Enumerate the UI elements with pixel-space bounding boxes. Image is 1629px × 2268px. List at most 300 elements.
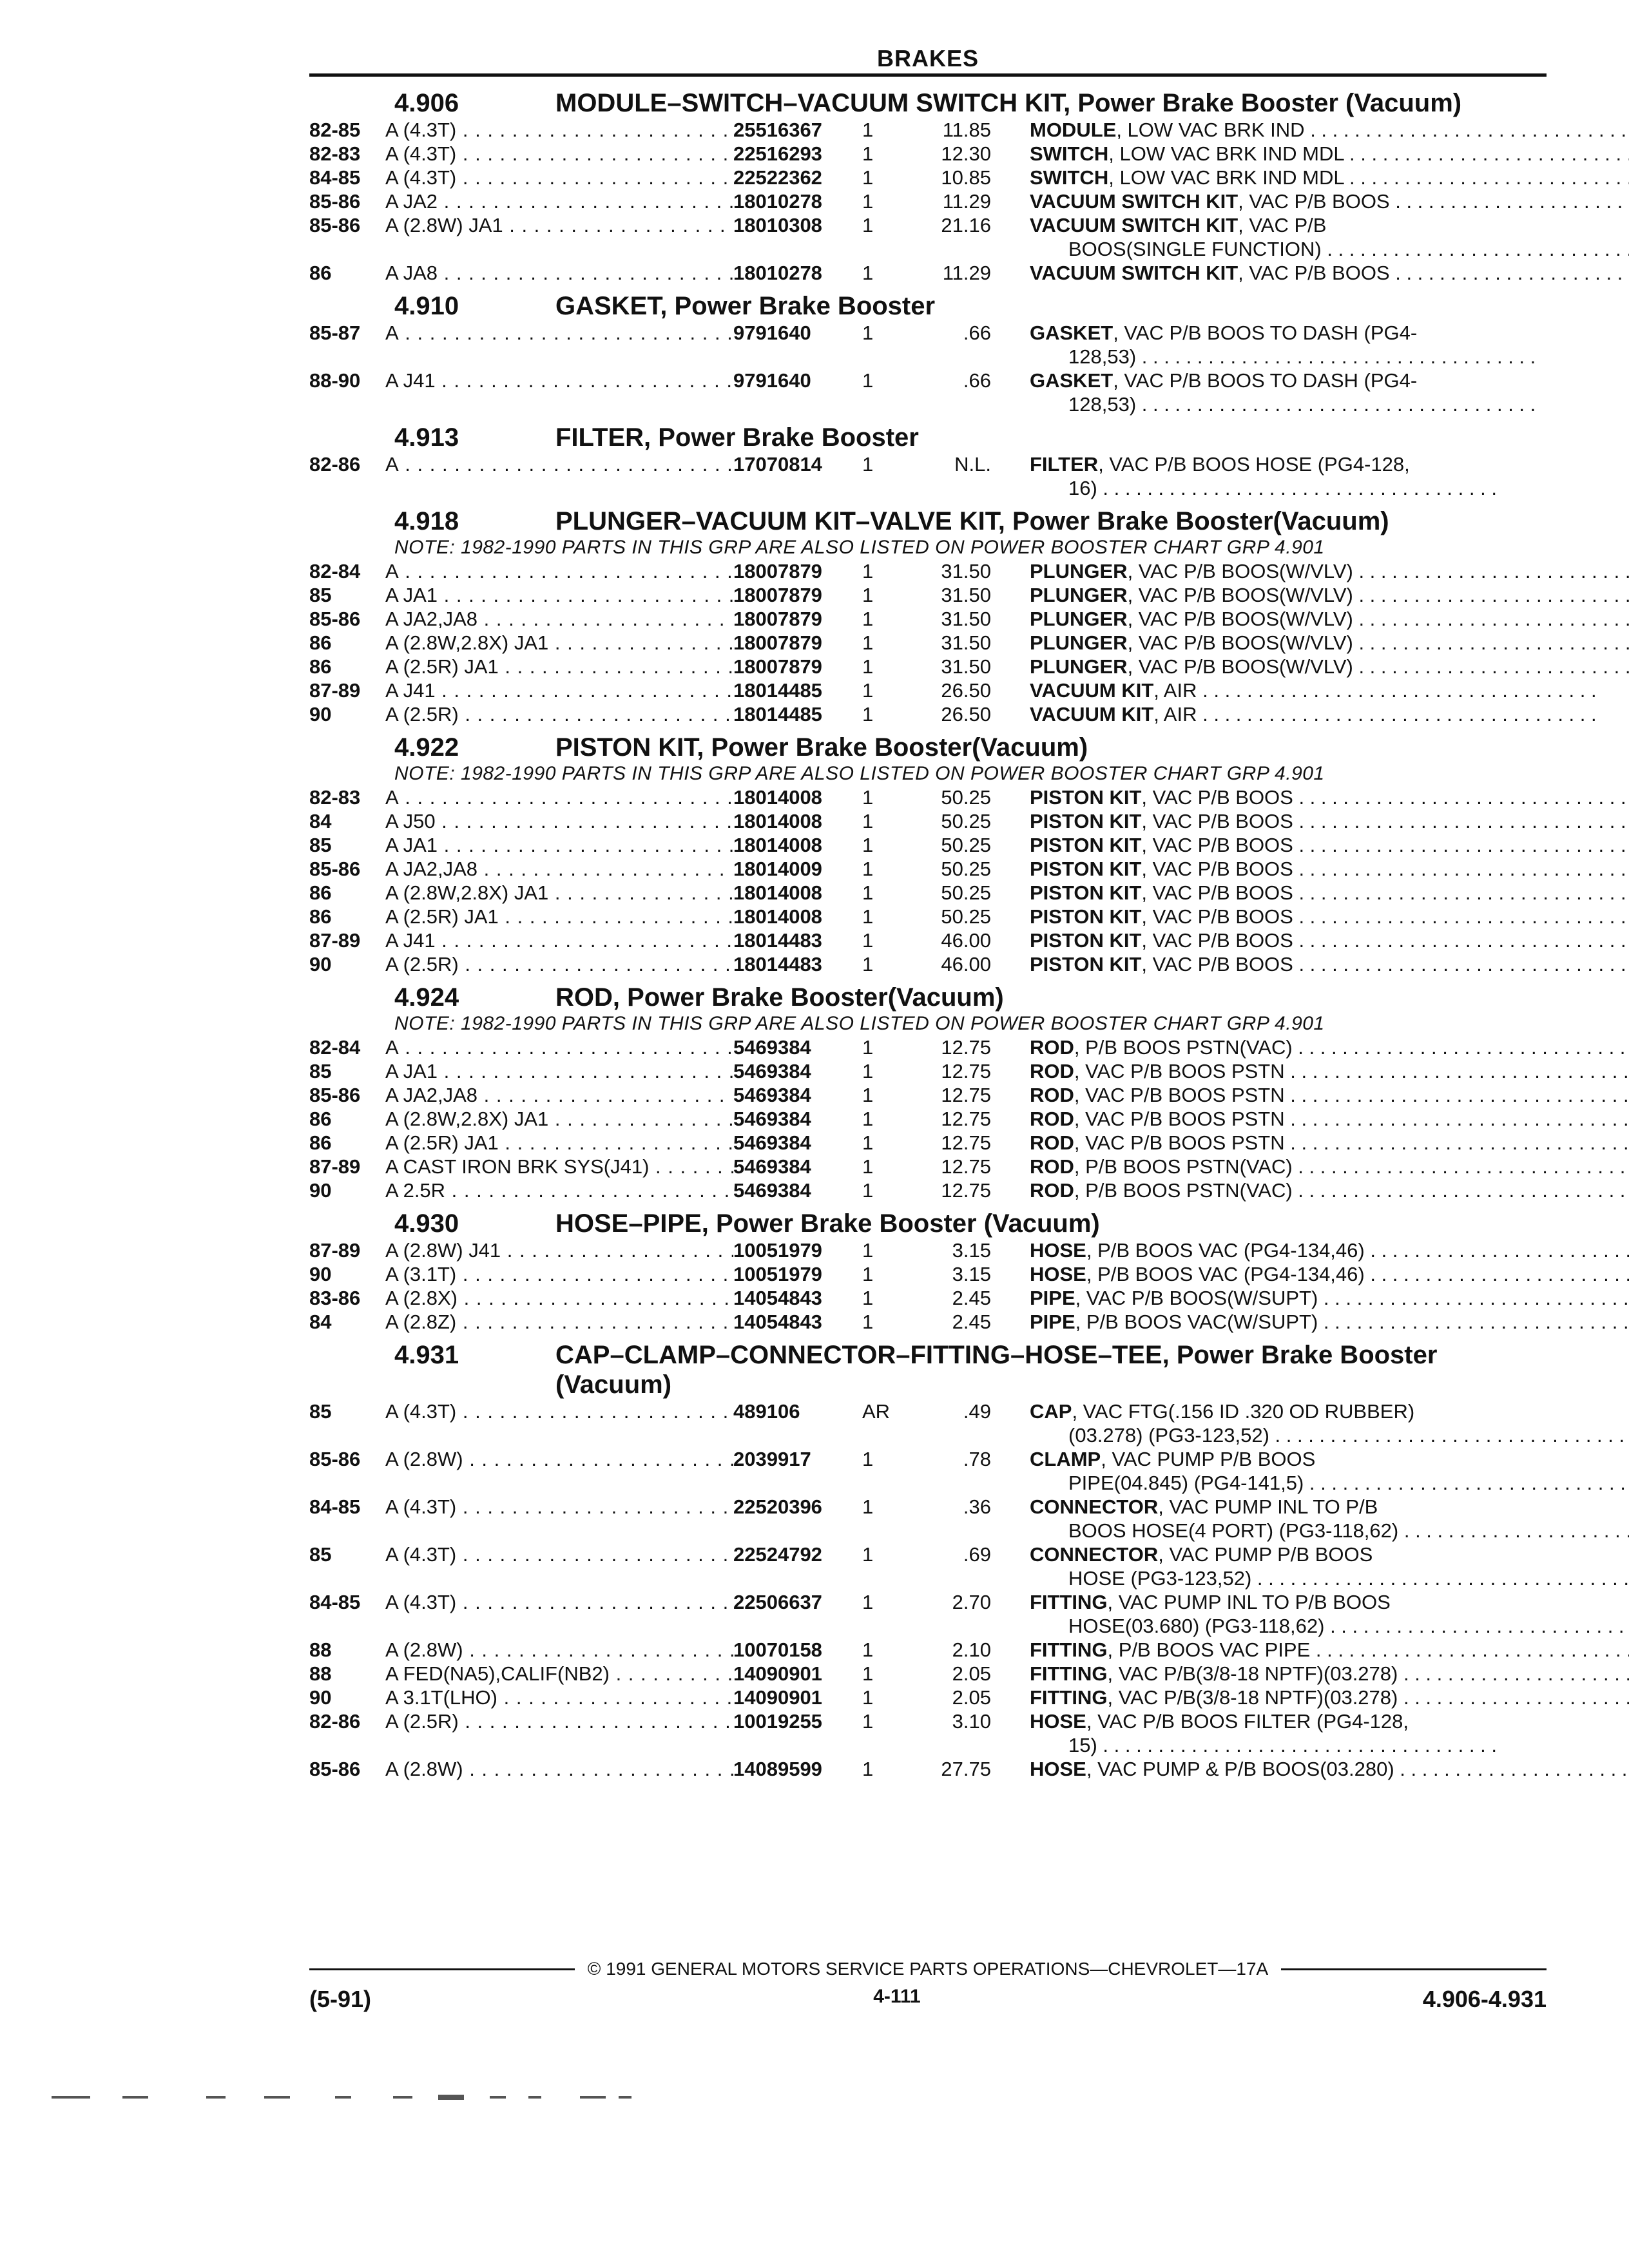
part-number: 18014008 <box>733 810 822 832</box>
quantity: 1 <box>862 1036 874 1059</box>
price: 2.45 <box>952 1287 991 1309</box>
description-line-1: PIPE, P/B BOOS VAC(W/SUPT) . . . <box>1030 1310 1629 1334</box>
group-number: 4.924 <box>394 983 459 1012</box>
part-row <box>309 1590 1547 1638</box>
part-number: 18010308 <box>733 214 822 236</box>
description-line-1: VACUUM KIT, AIR . . . <box>1030 678 1597 702</box>
group-number: 4.918 <box>394 507 459 535</box>
part-number: 10051979 <box>733 1263 822 1285</box>
quantity: 1 <box>862 1591 874 1613</box>
quantity: 1 <box>862 262 874 284</box>
page-footer <box>309 1959 1547 2013</box>
model-years: 85-86 <box>309 1758 361 1780</box>
description-line-1: FILTER, VAC P/B BOOS HOSE (PG4-128, <box>1030 453 1410 476</box>
description-line-1: PISTON KIT, VAC P/B BOOS . . . <box>1030 833 1629 857</box>
model-years: 83-86 <box>309 1287 361 1309</box>
price: 31.50 <box>941 560 991 582</box>
price: 12.75 <box>941 1108 991 1130</box>
part-row <box>309 1059 1547 1083</box>
model-years: 82-83 <box>309 786 361 809</box>
group-number: 4.930 <box>394 1209 459 1238</box>
part-row <box>309 1447 1547 1495</box>
quantity: 1 <box>862 953 874 975</box>
model-years: 85 <box>309 834 332 856</box>
group-title: PISTON KIT, Power Brake Booster(Vacuum) <box>555 733 1088 762</box>
part-description <box>1004 1542 1629 1590</box>
description-line-1: VACUUM SWITCH KIT, VAC P/B <box>1030 214 1327 236</box>
quantity: 1 <box>862 1131 874 1154</box>
price: 50.25 <box>941 786 991 809</box>
part-row <box>309 452 1547 500</box>
quantity: 1 <box>862 679 874 702</box>
part-description <box>1004 631 1629 655</box>
model-application: A J41 . . . <box>385 678 733 702</box>
model-years: 86 <box>309 1131 332 1154</box>
model-application: A . . . <box>385 452 733 500</box>
group-number: 4.910 <box>394 292 459 320</box>
price: 50.25 <box>941 905 991 928</box>
group-number: 4.931 <box>394 1341 459 1369</box>
part-number: 17070814 <box>733 453 822 476</box>
quantity: 1 <box>862 214 874 236</box>
price: 2.10 <box>952 1639 991 1661</box>
model-application: A . . . <box>385 785 733 809</box>
part-number: 22522362 <box>733 166 822 189</box>
part-description <box>1004 118 1629 142</box>
quantity: 1 <box>862 1155 874 1178</box>
model-application: A (2.8W) . . . <box>385 1447 733 1495</box>
part-row <box>309 189 1547 213</box>
quantity: 1 <box>862 905 874 928</box>
quantity: 1 <box>862 655 874 678</box>
description-line-1: PISTON KIT, VAC P/B BOOS . . . <box>1030 809 1629 833</box>
part-description <box>1004 189 1629 213</box>
quantity: 1 <box>862 1662 874 1685</box>
part-number: 5469384 <box>733 1179 811 1202</box>
quantity: 1 <box>862 703 874 726</box>
description-line-1: HOSE, VAC P/B BOOS FILTER (PG4-128, <box>1030 1710 1409 1733</box>
part-description <box>1004 1709 1547 1757</box>
price: 27.75 <box>941 1758 991 1780</box>
part-description <box>1004 1286 1629 1310</box>
model-years: 82-85 <box>309 119 361 141</box>
part-row <box>309 583 1547 607</box>
footer-bottom <box>309 1986 1547 2013</box>
part-number: 18010278 <box>733 190 822 213</box>
model-years: 90 <box>309 1263 332 1285</box>
description-line-1: ROD, VAC P/B BOOS PSTN . . . <box>1030 1083 1629 1107</box>
quantity: 1 <box>862 1639 874 1661</box>
model-application: A FED(NA5),CALIF(NB2) . . . <box>385 1662 733 1686</box>
description-line-2: 16) . . . <box>1030 476 1547 500</box>
part-description <box>1004 881 1629 905</box>
model-application: A (4.3T) . . . <box>385 1542 733 1590</box>
description-line-1: HOSE, VAC PUMP & P/B BOOS(03.280) . . . <box>1030 1757 1629 1781</box>
part-number: 18014483 <box>733 953 822 975</box>
part-number: 10070158 <box>733 1639 822 1661</box>
model-application: A JA2,JA8 . . . <box>385 607 733 631</box>
quantity: 1 <box>862 1311 874 1333</box>
description-line-2: (03.278) (PG3-123,52) . . . <box>1030 1423 1629 1447</box>
part-row <box>309 1107 1547 1131</box>
part-row <box>309 1178 1547 1202</box>
part-row <box>309 809 1547 833</box>
price: 12.30 <box>941 142 991 165</box>
quantity: 1 <box>862 166 874 189</box>
model-application: A (2.8W) J41 . . . <box>385 1238 733 1262</box>
part-number: 2039917 <box>733 1448 811 1470</box>
part-row <box>309 1686 1547 1709</box>
section-heading <box>309 1340 1547 1399</box>
model-application: A JA2 . . . <box>385 189 733 213</box>
part-row <box>309 1495 1547 1542</box>
section-4-910 <box>309 291 1547 416</box>
description-line-1: CONNECTOR, VAC PUMP P/B BOOS <box>1030 1543 1373 1566</box>
part-description <box>1004 702 1597 726</box>
model-years: 86 <box>309 905 332 928</box>
part-row <box>309 833 1547 857</box>
model-years: 85-86 <box>309 190 361 213</box>
part-row <box>309 678 1547 702</box>
model-years: 85-86 <box>309 608 361 630</box>
footer-copyright-line <box>309 1959 1547 1979</box>
part-number: 10019255 <box>733 1710 822 1733</box>
part-number: 14089599 <box>733 1758 822 1780</box>
section-4-922 <box>309 733 1547 976</box>
price: .49 <box>963 1400 991 1423</box>
model-application: A (2.8W) JA1 . . . <box>385 213 733 261</box>
price: 50.25 <box>941 810 991 832</box>
part-description <box>1004 607 1629 631</box>
part-number: 5469384 <box>733 1036 811 1059</box>
description-line-1: VACUUM KIT, AIR . . . <box>1030 702 1597 726</box>
quantity: 1 <box>862 1060 874 1082</box>
model-application: A (2.5R) JA1 . . . <box>385 905 733 928</box>
part-number: 5469384 <box>733 1155 811 1178</box>
section-heading <box>309 733 1547 762</box>
quantity: 1 <box>862 1263 874 1285</box>
part-number: 5469384 <box>733 1084 811 1106</box>
model-application: A JA1 . . . <box>385 833 733 857</box>
section-4-930 <box>309 1209 1547 1334</box>
model-application: A 3.1T(LHO) . . . <box>385 1686 733 1709</box>
model-years: 90 <box>309 703 332 726</box>
part-number: 18007879 <box>733 608 822 630</box>
description-line-1: PLUNGER, VAC P/B BOOS(W/VLV) . . . <box>1030 583 1629 607</box>
description-line-1: MODULE, LOW VAC BRK IND . . . <box>1030 118 1629 142</box>
section-4-924 <box>309 983 1547 1202</box>
model-years: 84 <box>309 810 332 832</box>
model-application: A JA1 . . . <box>385 583 733 607</box>
section-heading <box>309 1209 1547 1238</box>
model-application: A JA2,JA8 . . . <box>385 857 733 881</box>
price: 3.15 <box>952 1239 991 1262</box>
quantity: 1 <box>862 142 874 165</box>
part-row <box>309 1155 1547 1178</box>
model-years: 88 <box>309 1639 332 1661</box>
part-description <box>1004 678 1597 702</box>
quantity: 1 <box>862 810 874 832</box>
part-description <box>1004 1495 1629 1542</box>
description-line-1: FITTING, VAC P/B(3/8-18 NPTF)(03.278) . . . <box>1030 1662 1629 1686</box>
model-application: A JA1 . . . <box>385 1059 733 1083</box>
part-description <box>1004 321 1547 369</box>
model-years: 85 <box>309 1060 332 1082</box>
footer-group-range: 4.906-4.931 <box>1422 1986 1547 2012</box>
description-line-1: PLUNGER, VAC P/B BOOS(W/VLV) . . . <box>1030 631 1629 655</box>
footer-copyright: © 1991 GENERAL MOTORS SERVICE PARTS OPERATIONS—CHEVROLET—17A <box>587 1959 1269 1979</box>
part-row <box>309 1286 1547 1310</box>
quantity: 1 <box>862 1108 874 1130</box>
part-number: 18014485 <box>733 703 822 726</box>
part-description <box>1004 452 1547 500</box>
model-years: 82-86 <box>309 1710 361 1733</box>
model-application: A . . . <box>385 1035 733 1059</box>
section-heading <box>309 983 1547 1012</box>
price: 12.75 <box>941 1036 991 1059</box>
part-number: 18010278 <box>733 262 822 284</box>
description-line-2: 128,53) . . . <box>1030 345 1547 369</box>
part-description <box>1004 559 1629 583</box>
part-row <box>309 905 1547 928</box>
part-row <box>309 1399 1547 1447</box>
description-line-1: PISTON KIT, VAC P/B BOOS . . . <box>1030 785 1629 809</box>
price: .36 <box>963 1495 991 1518</box>
part-description <box>1004 1238 1629 1262</box>
part-row <box>309 1662 1547 1686</box>
model-years: 86 <box>309 262 332 284</box>
quantity: 1 <box>862 1495 874 1518</box>
price: 10.85 <box>941 166 991 189</box>
quantity: 1 <box>862 453 874 476</box>
quantity: 1 <box>862 1179 874 1202</box>
footer-page-number: 4-111 <box>873 1986 921 2007</box>
model-years: 88 <box>309 1662 332 1685</box>
part-number: 18014009 <box>733 858 822 880</box>
part-description <box>1004 1399 1629 1447</box>
model-years: 85 <box>309 1543 332 1566</box>
section-heading <box>309 423 1547 452</box>
part-description <box>1004 1178 1629 1202</box>
part-number: 489106 <box>733 1400 800 1423</box>
price: N.L. <box>954 453 991 476</box>
price: 2.45 <box>952 1311 991 1333</box>
price: 12.75 <box>941 1084 991 1106</box>
model-years: 90 <box>309 953 332 975</box>
part-description <box>1004 905 1629 928</box>
description-line-1: GASKET, VAC P/B BOOS TO DASH (PG4- <box>1030 322 1418 344</box>
price: 50.25 <box>941 834 991 856</box>
model-years: 85-86 <box>309 1448 361 1470</box>
price: 31.50 <box>941 631 991 654</box>
part-description <box>1004 928 1629 952</box>
part-number: 14054843 <box>733 1311 822 1333</box>
quantity: AR <box>862 1400 891 1423</box>
part-description <box>1004 1662 1629 1686</box>
quantity: 1 <box>862 1710 874 1733</box>
price: 2.70 <box>952 1591 991 1613</box>
quantity: 1 <box>862 858 874 880</box>
model-application: A (2.5R) JA1 . . . <box>385 1131 733 1155</box>
part-description <box>1004 1035 1629 1059</box>
part-number: 18014008 <box>733 881 822 904</box>
model-application: A (2.8W,2.8X) JA1 . . . <box>385 1107 733 1131</box>
model-years: 87-89 <box>309 679 361 702</box>
group-title: FILTER, Power Brake Booster <box>555 423 919 452</box>
part-number: 9791640 <box>733 322 811 344</box>
description-line-2: 15) . . . <box>1030 1733 1547 1757</box>
part-number: 14090901 <box>733 1686 822 1709</box>
part-number: 18007879 <box>733 584 822 606</box>
model-application: A (4.3T) . . . <box>385 166 733 189</box>
model-application: A J50 . . . <box>385 809 733 833</box>
part-description <box>1004 785 1629 809</box>
part-row <box>309 607 1547 631</box>
part-row <box>309 213 1547 261</box>
footer-rule-left <box>309 1968 575 1970</box>
part-description <box>1004 1083 1629 1107</box>
part-row <box>309 1083 1547 1107</box>
catalog-page <box>309 45 1547 1781</box>
part-number: 22506637 <box>733 1591 822 1613</box>
model-application: A (4.3T) . . . <box>385 142 733 166</box>
model-years: 84-85 <box>309 1591 361 1613</box>
description-line-1: CLAMP, VAC PUMP P/B BOOS <box>1030 1448 1316 1470</box>
description-line-1: CAP, VAC FTG(.156 ID .320 OD RUBBER) <box>1030 1400 1415 1423</box>
part-number: 18014008 <box>733 834 822 856</box>
model-application: A (3.1T) . . . <box>385 1262 733 1286</box>
quantity: 1 <box>862 1287 874 1309</box>
part-row <box>309 631 1547 655</box>
price: 31.50 <box>941 608 991 630</box>
model-application: A CAST IRON BRK SYS(J41) . . . <box>385 1155 733 1178</box>
part-number: 14090901 <box>733 1662 822 1685</box>
footer-rule-right <box>1281 1968 1547 1970</box>
part-row <box>309 261 1547 285</box>
quantity: 1 <box>862 1758 874 1780</box>
price: 11.85 <box>942 119 991 141</box>
model-years: 85-87 <box>309 322 361 344</box>
part-description <box>1004 1590 1629 1638</box>
price: .66 <box>963 322 991 344</box>
description-line-1: ROD, VAC P/B BOOS PSTN . . . <box>1030 1107 1629 1131</box>
description-line-1: PISTON KIT, VAC P/B BOOS . . . <box>1030 928 1629 952</box>
part-row <box>309 166 1547 189</box>
model-years: 88-90 <box>309 369 361 392</box>
group-number: 4.922 <box>394 733 459 762</box>
description-line-1: ROD, VAC P/B BOOS PSTN . . . <box>1030 1059 1629 1083</box>
price: 46.00 <box>941 953 991 975</box>
price: 31.50 <box>941 655 991 678</box>
group-number: 4.913 <box>394 423 459 452</box>
quantity: 1 <box>862 1543 874 1566</box>
part-description <box>1004 142 1629 166</box>
part-description <box>1004 857 1629 881</box>
model-application: A (2.8W,2.8X) JA1 . . . <box>385 881 733 905</box>
quantity: 1 <box>862 608 874 630</box>
part-row <box>309 1757 1547 1781</box>
model-application: A (2.8W,2.8X) JA1 . . . <box>385 631 733 655</box>
part-number: 25516367 <box>733 119 822 141</box>
part-row <box>309 928 1547 952</box>
price: 12.75 <box>941 1060 991 1082</box>
part-description <box>1004 1131 1629 1155</box>
part-description <box>1004 1155 1629 1178</box>
model-years: 84-85 <box>309 1495 361 1518</box>
model-application: A (2.5R) . . . <box>385 952 733 976</box>
part-row <box>309 1709 1547 1757</box>
quantity: 1 <box>862 322 874 344</box>
part-row <box>309 785 1547 809</box>
description-line-1: PISTON KIT, VAC P/B BOOS . . . <box>1030 952 1629 976</box>
quantity: 1 <box>862 881 874 904</box>
description-line-1: ROD, P/B BOOS PSTN(VAC) . . . <box>1030 1035 1629 1059</box>
part-row <box>309 559 1547 583</box>
model-application: A . . . <box>385 559 733 583</box>
model-years: 87-89 <box>309 1155 361 1178</box>
quantity: 1 <box>862 119 874 141</box>
price: .66 <box>963 369 991 392</box>
part-number: 22520396 <box>733 1495 822 1518</box>
model-years: 86 <box>309 655 332 678</box>
description-line-1: HOSE, P/B BOOS VAC (PG4-134,46) . . . <box>1030 1262 1629 1286</box>
model-application: A (2.5R) JA1 . . . <box>385 655 733 678</box>
part-row <box>309 321 1547 369</box>
section-heading <box>309 506 1547 536</box>
model-application: A (4.3T) . . . <box>385 1495 733 1542</box>
model-years: 87-89 <box>309 929 361 952</box>
part-number: 9791640 <box>733 369 811 392</box>
part-description <box>1004 1059 1629 1083</box>
part-number: 18007879 <box>733 560 822 582</box>
part-number: 5469384 <box>733 1060 811 1082</box>
description-line-1: PISTON KIT, VAC P/B BOOS . . . <box>1030 857 1629 881</box>
group-title: GASKET, Power Brake Booster <box>555 292 936 320</box>
group-title: CAP–CLAMP–CONNECTOR–FITTING–HOSE–TEE, Power Brake Booster (Vacuum) <box>555 1341 1438 1399</box>
part-row <box>309 1238 1547 1262</box>
part-number: 22516293 <box>733 142 822 165</box>
header-rule <box>309 73 1547 77</box>
part-number: 22524792 <box>733 1543 822 1566</box>
model-years: 82-84 <box>309 1036 361 1059</box>
model-years: 90 <box>309 1686 332 1709</box>
group-title: HOSE–PIPE, Power Brake Booster (Vacuum) <box>555 1209 1100 1238</box>
section-4-913 <box>309 423 1547 500</box>
model-application: A (4.3T) . . . <box>385 1590 733 1638</box>
description-line-2: BOOS(SINGLE FUNCTION) . . . <box>1030 237 1629 261</box>
part-description <box>1004 833 1629 857</box>
part-row <box>309 118 1547 142</box>
description-line-1: HOSE, P/B BOOS VAC (PG4-134,46) . . . <box>1030 1238 1629 1262</box>
quantity: 1 <box>862 786 874 809</box>
price: .78 <box>963 1448 991 1470</box>
description-line-1: ROD, VAC P/B BOOS PSTN . . . <box>1030 1131 1629 1155</box>
part-description <box>1004 369 1547 416</box>
model-years: 84 <box>309 1311 332 1333</box>
price: .69 <box>963 1543 991 1566</box>
model-application: A JA2,JA8 . . . <box>385 1083 733 1107</box>
quantity: 1 <box>862 929 874 952</box>
quantity: 1 <box>862 369 874 392</box>
model-years: 85 <box>309 1400 332 1423</box>
part-row <box>309 142 1547 166</box>
part-description <box>1004 952 1629 976</box>
section-heading <box>309 88 1547 118</box>
model-application: A (2.5R) . . . <box>385 702 733 726</box>
quantity: 1 <box>862 834 874 856</box>
price: 11.29 <box>942 190 991 213</box>
model-application: A . . . <box>385 321 733 369</box>
